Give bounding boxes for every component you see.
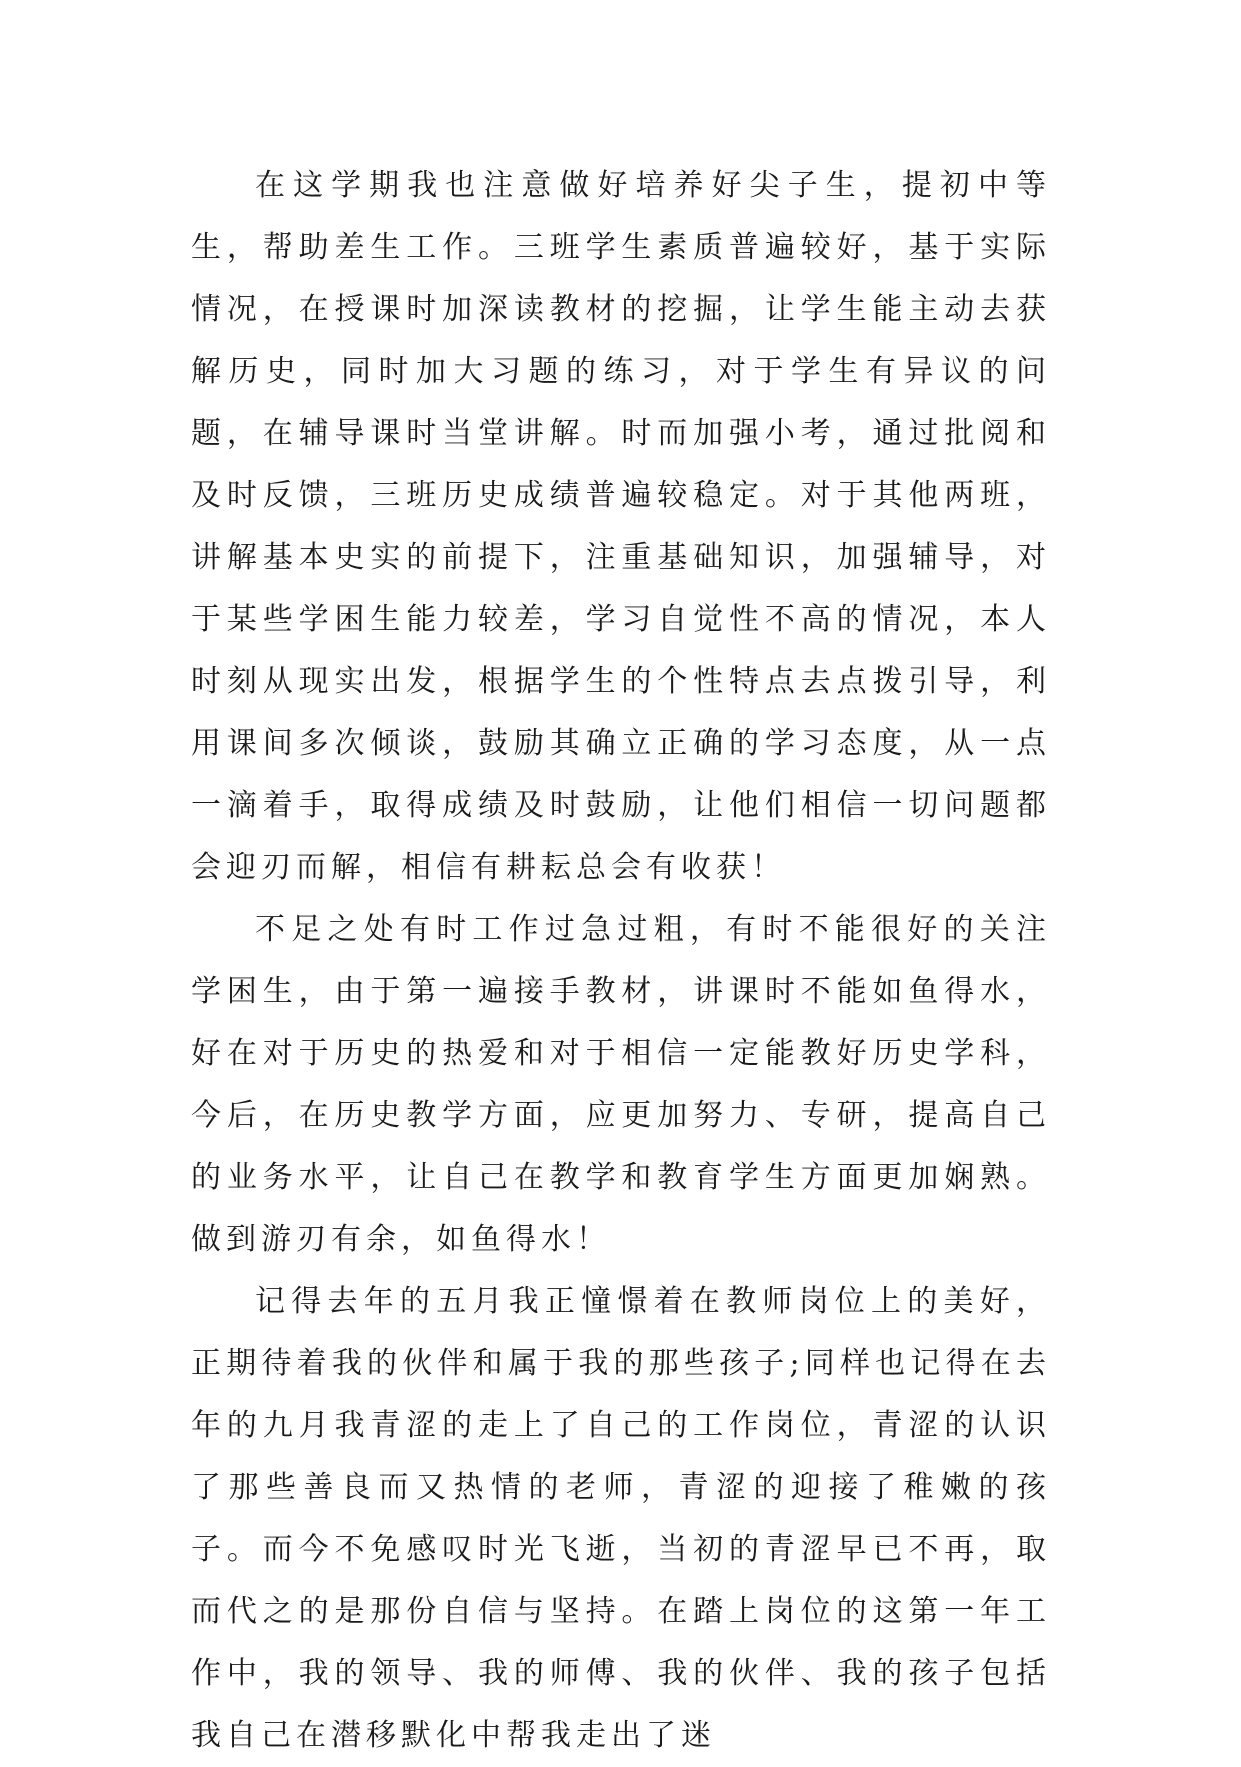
paragraph-top-students: 在这学期我也注意做好培养好尖子生，提初中等生，帮助差生工作。三班学生素质普遍较好，基于实际情况，在授课时加深读教材的挖掘，让学生能主动去获解历史，同时加大习题的练习，对于学生有异议的问题，在辅导课时当堂讲解。时而加强小考，通过批阅和及时反馈，三班历史成绩普遍较稳定。对于其他两班，讲解基本史实的前提下，注重基础知识，加强辅导，对于某些学困生能力较差，学习自觉性不高的情况，本人时刻从现实出发，根据学生的个性特点去点拨引导，利用课间多次倾谈，鼓励其确立正确的学习态度，从一点一滴着手，取得成绩及时鼓励，让他们相信一切问题都会迎刃而解，相信有耕耘总会有收获！	[191, 168, 1051, 885]
paragraph-reflection: 记得去年的五月我正憧憬着在教师岗位上的美好，正期待着我的伙伴和属于我的那些孩子;同样也记得在去年的九月我青涩的走上了自己的工作岗位，青涩的认识了那些善良而又热情的老师，青涩的迎接了稚嫩的孩子。而今不免感叹时光飞逝，当初的青涩早已不再，取而代之的是那份自信与坚持。在踏上岗位的这第一年工作中，我的领导、我的师傅、我的伙伴、我的孩子包括我自己在潜移默化中帮我走出了迷	[191, 1284, 1051, 1753]
paragraph-shortcomings: 不足之处有时工作过急过粗，有时不能很好的关注学困生，由于第一遍接手教材，讲课时不能如鱼得水，好在对于历史的热爱和对于相信一定能教好历史学科，今后，在历史教学方面，应更加努力、专研，提高自己的业务水平，让自己在教学和教育学生方面更加娴熟。做到游刃有余，如鱼得水！	[191, 912, 1051, 1257]
document-body	[191, 155, 1051, 1767]
